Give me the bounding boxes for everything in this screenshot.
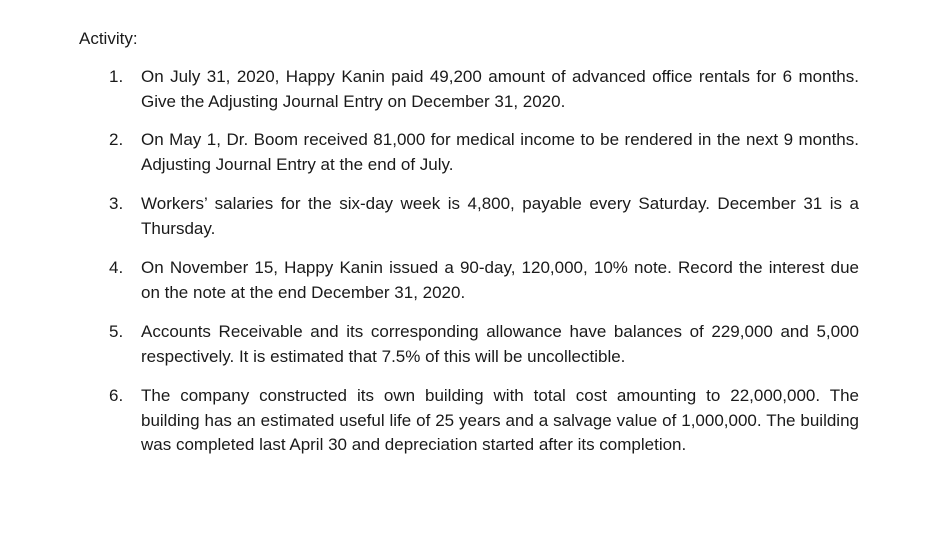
item-text: Workers’ salaries for the six-day week is 4,800, payable every Saturday. December 31 is a Thursday.: [141, 194, 859, 238]
item-number: 1.: [109, 67, 124, 86]
list-item: [109, 384, 859, 458]
item-number: 3.: [109, 194, 124, 213]
list-item: [109, 65, 859, 114]
activity-list: [109, 65, 859, 458]
list-item: [109, 192, 859, 241]
item-text: On May 1, Dr. Boom received 81,000 for medical income to be rendered in the next 9 months. Adjusting Journal Entry at the end of July.: [141, 130, 859, 174]
list-item: [109, 128, 859, 177]
item-number: 4.: [109, 258, 124, 277]
item-text: On November 15, Happy Kanin issued a 90-day, 120,000, 10% note. Record the interest due on the note at the end December 31, 2020.: [141, 258, 859, 302]
activity-heading: Activity:: [79, 29, 138, 48]
item-number: 2.: [109, 130, 124, 149]
list-item: [109, 256, 859, 305]
item-text: The company constructed its own building with total cost amounting to 22,000,000. The building has an estimated useful life of 25 years and a salvage value of 1,000,000. The building was completed last April 30 and depreciation started after its completion.: [141, 386, 859, 454]
item-number: 5.: [109, 322, 124, 341]
item-text: Accounts Receivable and its corresponding allowance have balances of 229,000 and 5,000 respectively. It is estimated that 7.5% of this will be uncollectible.: [141, 322, 859, 366]
item-text: On July 31, 2020, Happy Kanin paid 49,200 amount of advanced office rentals for 6 months. Give the Adjusting Journal Entry on December 31, 2020.: [141, 67, 859, 111]
list-item: [109, 320, 859, 369]
item-number: 6.: [109, 386, 124, 405]
